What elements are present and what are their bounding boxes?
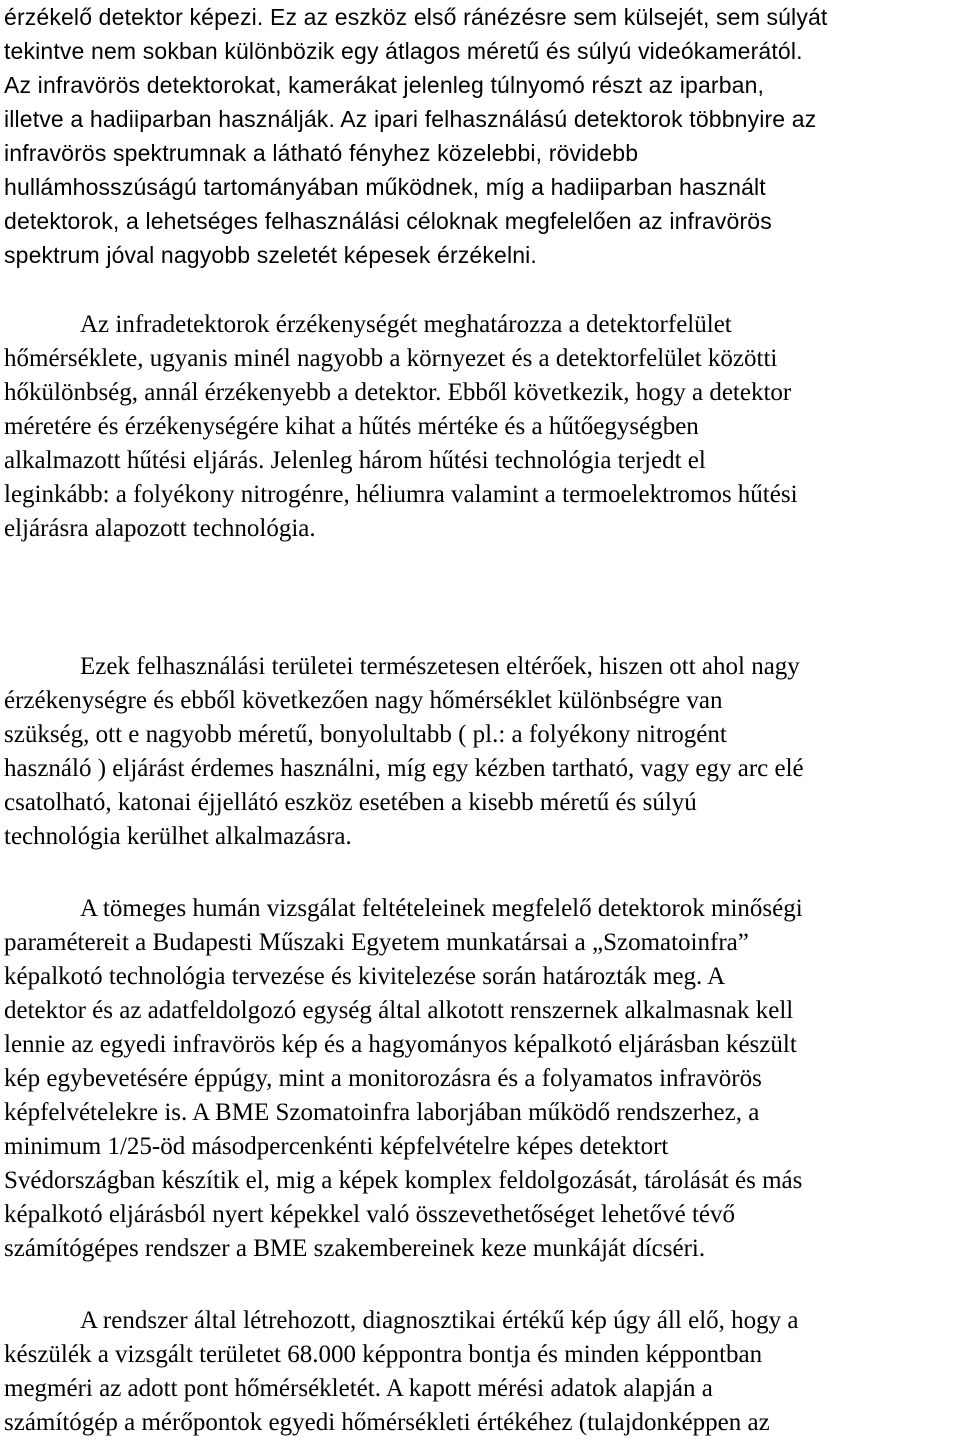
paragraph-line: kép egybevetésére éppúgy, mint a monitorozásra és a folyamatos infravörös xyxy=(4,1065,762,1092)
paragraph-line: szükség, ott e nagyobb méretű, bonyolultabb ( pl.: a folyékony nitrogént xyxy=(4,721,727,748)
paragraph-line: hőmérséklete, ugyanis minél nagyobb a környezet és a detektorfelület közötti xyxy=(4,345,778,372)
paragraph-line: hullámhosszúságú tartományában működnek, míg a hadiiparban használt xyxy=(4,174,766,200)
paragraph-line: minimum 1/25-öd másodpercenkénti képfelvételre képes detektort xyxy=(4,1133,669,1160)
paragraph-line: spektrum jóval nagyobb szeletét képesek érzékelni. xyxy=(4,242,537,268)
paragraph-line: megméri az adott pont hőmérsékletét. A kapott mérési adatok alapján a xyxy=(4,1375,713,1402)
paragraph-line: méretére és érzékenységére kihat a hűtés mértéke és a hűtőegységben xyxy=(4,413,699,440)
paragraph-line: lennie az egyedi infravörös kép és a hagyományos képalkotó eljárásban készült xyxy=(4,1031,797,1058)
paragraph-line: A rendszer által létrehozott, diagnosztikai értékű kép úgy áll elő, hogy a xyxy=(80,1307,799,1334)
paragraph-line: alkalmazott hűtési eljárás. Jelenleg három hűtési technológia terjedt el xyxy=(4,447,706,474)
paragraph-line: csatolható, katonai éjjellátó eszköz esetében a kisebb méretű és súlyú xyxy=(4,789,697,816)
paragraph-line: érzékelő detektor képezi. Ez az eszköz első ránézésre sem külsejét, sem súlyát xyxy=(4,4,828,30)
paragraph-line: A tömeges humán vizsgálat feltételeinek megfelelő detektorok minőségi xyxy=(80,895,803,922)
paragraph-line: képalkotó eljárásból nyert képekkel való összevethetőséget lehetővé tévő xyxy=(4,1201,735,1228)
paragraph-line: eljárásra alapozott technológia. xyxy=(4,515,316,542)
paragraph-line: detektorok, a lehetséges felhasználási céloknak megfelelően az infravörös xyxy=(4,208,772,234)
paragraph-line: számítógép a mérőpontok egyedi hőmérsékleti értékéhez (tulajdonképpen az xyxy=(4,1409,770,1436)
paragraph-line: technológia kerülhet alkalmazásra. xyxy=(4,823,352,850)
paragraph-line: infravörös spektrumnak a látható fényhez közelebbi, rövidebb xyxy=(4,140,639,166)
paragraph-line: tekintve nem sokban különbözik egy átlagos méretű és súlyú videókamerától. xyxy=(4,38,803,64)
paragraph-line: Az infradetektorok érzékenységét meghatározza a detektorfelület xyxy=(80,311,732,338)
paragraph-line: Svédországban készítik el, mig a képek komplex feldolgozását, tárolását és más xyxy=(4,1167,803,1194)
paragraph-line: illetve a hadiiparban használják. Az ipari felhasználású detektorok többnyire az xyxy=(4,106,817,132)
paragraph-line: számítógépes rendszer a BME szakembereinek keze munkáját dícséri. xyxy=(4,1235,706,1262)
paragraph-line: készülék a vizsgált területet 68.000 képpontra bontja és minden képpontban xyxy=(4,1341,763,1368)
paragraph-line: Ezek felhasználási területei természetesen eltérőek, hiszen ott ahol nagy xyxy=(80,653,800,680)
paragraph-line: érzékenységre és ebből következően nagy hőmérséklet különbségre van xyxy=(4,687,723,714)
paragraph-line: detektor és az adatfeldolgozó egység által alkotott renszernek alkalmasnak kell xyxy=(4,997,794,1024)
paragraph-line: Az infravörös detektorokat, kamerákat jelenleg túlnyomó részt az iparban, xyxy=(4,72,765,98)
paragraph-line: paramétereit a Budapesti Műszaki Egyetem munkatársai a „Szomatoinfra” xyxy=(4,929,749,956)
paragraph-line: képfelvételekre is. A BME Szomatoinfra laborjában működő rendszerhez, a xyxy=(4,1099,760,1126)
paragraph-line: hőkülönbség, annál érzékenyebb a detektor. Ebből következik, hogy a detektor xyxy=(4,379,792,406)
paragraph-line: használó ) eljárást érdemes használni, míg egy kézben tartható, vagy egy arc elé xyxy=(4,755,804,782)
paragraph-line: leginkább: a folyékony nitrogénre, héliumra valamint a termoelektromos hűtési xyxy=(4,481,798,508)
paragraph-line: képalkotó technológia tervezése és kivitelezése során határozták meg. A xyxy=(4,963,726,990)
